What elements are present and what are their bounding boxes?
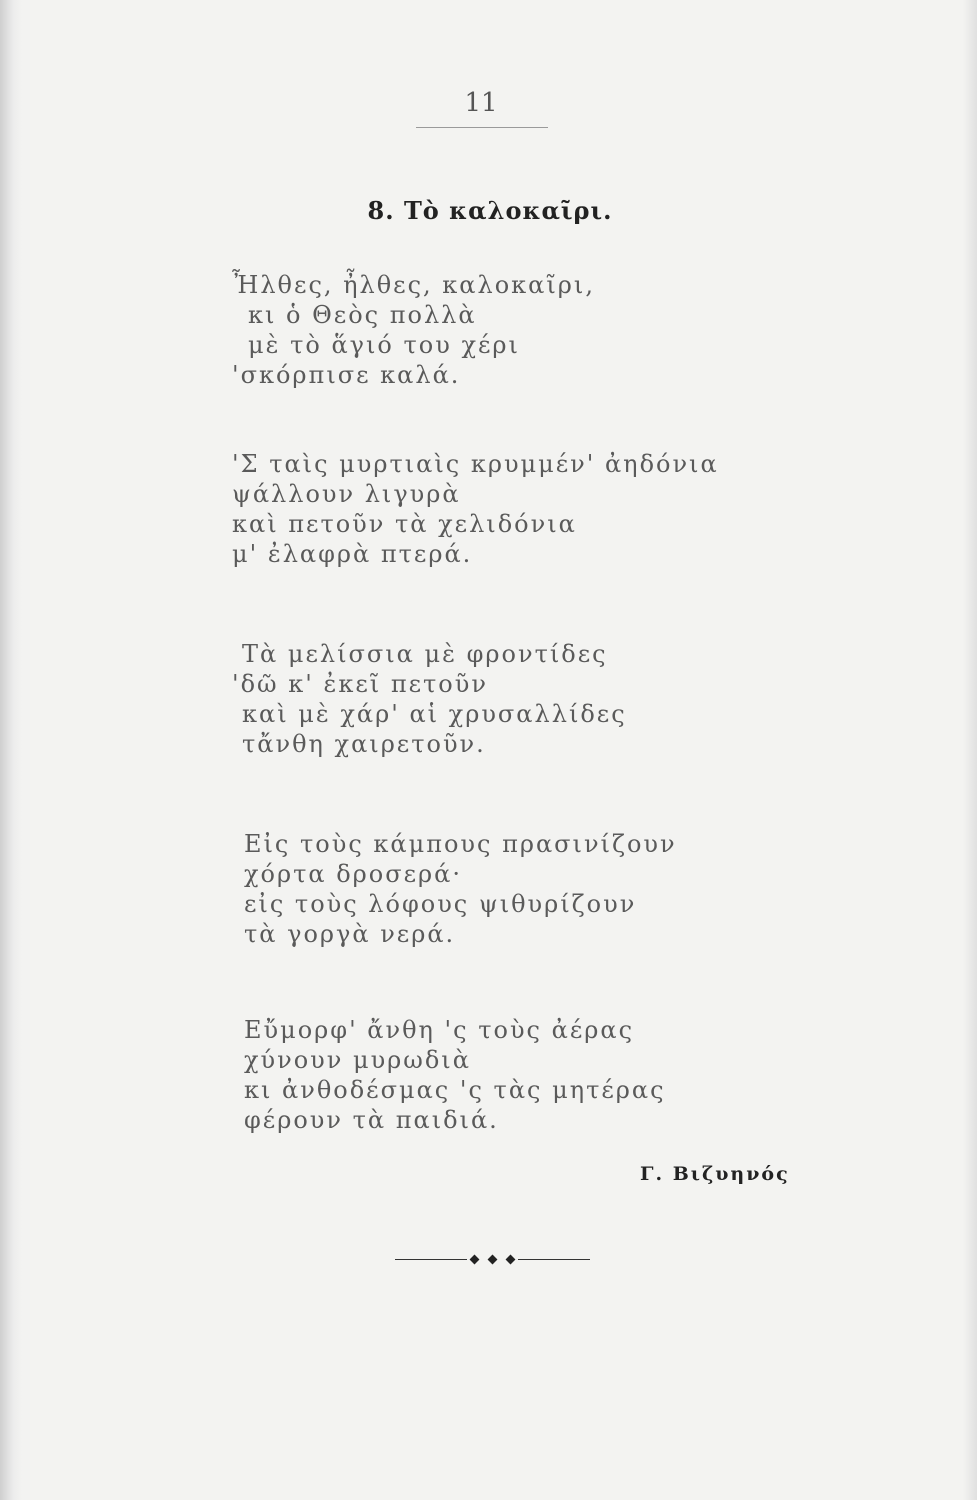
stanza-2 <box>230 449 719 569</box>
ornament-diamond <box>470 1255 480 1265</box>
verse-line: 'σκόρπισε καλά. <box>232 361 461 389</box>
verse-line: ψάλλουν λιγυρὰ <box>232 480 461 508</box>
verse-line: κι ὁ Θεὸς πολλὰ <box>248 301 477 329</box>
stanza-5 <box>230 1015 700 1135</box>
verse-line: χόρτα δροσερά· <box>244 860 462 888</box>
end-ornament <box>395 1255 590 1265</box>
verse-line: καὶ μὲ χάρ' αἱ χρυσαλλίδες <box>242 700 627 728</box>
verse-line: τὰ γοργὰ νερά. <box>244 920 456 948</box>
stanza-4 <box>230 829 700 949</box>
verse-line: χύνουν μυρωδιὰ <box>244 1046 471 1074</box>
page-edge-shadow-right <box>963 0 977 1500</box>
verse-line: καὶ πετοῦν τὰ χελιδόνια <box>232 510 577 538</box>
verse-line: μ' ἐλαφρὰ πτερά. <box>232 540 473 568</box>
ornament-line-right <box>518 1259 590 1260</box>
verse-line: φέρουν τὰ παιδιά. <box>244 1106 499 1134</box>
header-rule <box>416 127 548 128</box>
verse-line: Εἰς τοὺς κάμπους πρασινίζουν <box>244 830 677 858</box>
verse-line: Εὔμορφ' ἄνθη 'ς τοὺς ἀέρας <box>244 1016 635 1044</box>
verse-line: κι ἀνθοδέσμας 'ς τὰς μητέρας <box>244 1076 666 1104</box>
verse-line: εἰς τοὺς λόφους ψιθυρίζουν <box>244 890 637 918</box>
verse-line: Τὰ μελίσσια μὲ φροντίδες <box>242 640 608 668</box>
verse-line: 'δῶ κ' ἐκεῖ πετοῦν <box>232 670 488 698</box>
ornament-line-left <box>395 1259 467 1260</box>
verse-line: Ἦλθες, ἦλθες, καλοκαῖρι, <box>232 271 595 299</box>
author-signature: Γ. Βιζυηνός <box>640 1163 790 1185</box>
stanza-3 <box>230 639 700 759</box>
page-number: 11 <box>464 88 498 118</box>
verse-line: 'Σ ταὶς μυρτιαὶς κρυμμέν' ἀηδόνια <box>232 450 719 478</box>
poem-title: 8. Τὸ καλοκαῖρι. <box>367 196 613 225</box>
verse-line: μὲ τὸ ἅγιό του χέρι <box>248 331 520 359</box>
ornament-diamond <box>488 1255 498 1265</box>
page-edge-shadow-left <box>0 0 22 1500</box>
verse-line: τἄνθη χαιρετοῦν. <box>242 730 486 758</box>
ornament-diamond <box>506 1255 516 1265</box>
stanza-1 <box>230 270 700 390</box>
